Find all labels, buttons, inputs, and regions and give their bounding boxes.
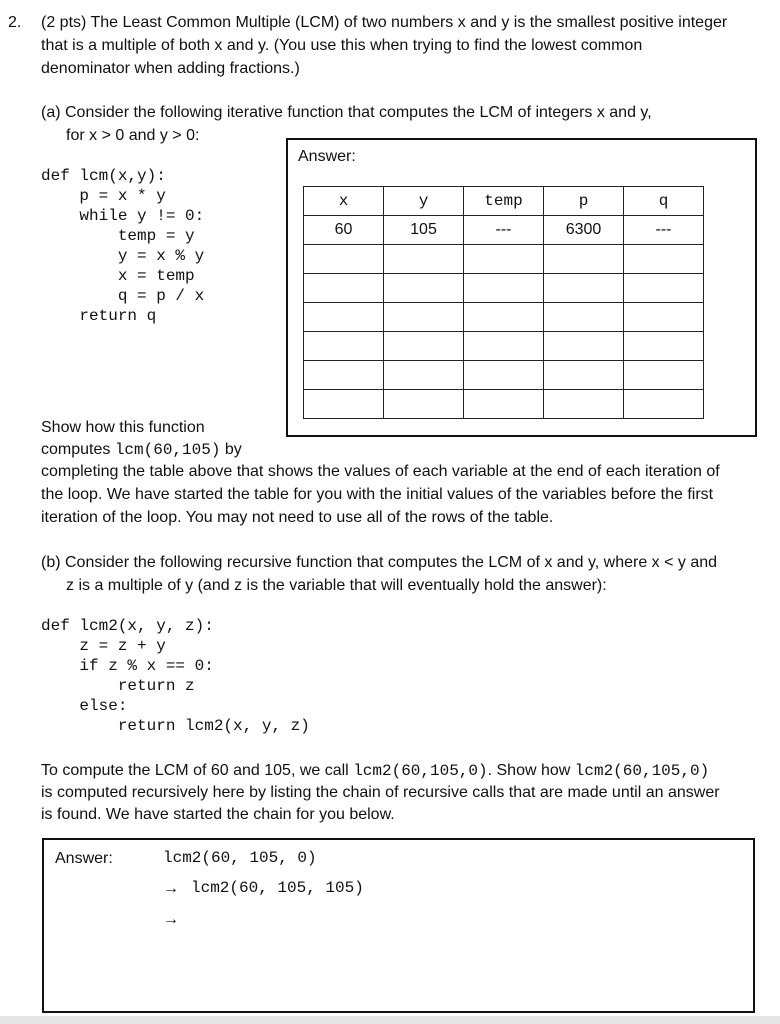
code-line: x = temp: [41, 267, 195, 285]
table-row: [304, 216, 704, 245]
empty-cell[interactable]: [544, 303, 624, 332]
part-b-compute-line-1: [41, 760, 709, 782]
chain-arrow-2: →: [163, 911, 179, 928]
empty-cell[interactable]: [304, 361, 384, 390]
show-text-prefix: computes: [41, 441, 115, 458]
table-row-empty: [304, 274, 704, 303]
question-intro-line-1: (2 pts) The Least Common Multiple (LCM) of two numbers x and y is the smallest positive integer: [41, 14, 728, 31]
cell-temp: ---: [464, 216, 544, 245]
question-number: 2.: [8, 14, 22, 31]
table-row-empty: [304, 390, 704, 419]
part-b-compute-line-3: is found. We have started the chain for you below.: [41, 806, 395, 823]
code-line: p = x * y: [41, 187, 166, 205]
table-row-empty: [304, 332, 704, 361]
cell-q: ---: [624, 216, 704, 245]
compute-code-2: lcm2(60,105,0): [574, 762, 710, 780]
code-line: def lcm2(x, y, z):: [41, 617, 214, 635]
empty-cell[interactable]: [544, 390, 624, 419]
code-line: q = p / x: [41, 287, 205, 305]
header-q: q: [624, 187, 704, 216]
empty-cell[interactable]: [624, 332, 704, 361]
code-line: else:: [41, 697, 128, 715]
empty-cell[interactable]: [384, 245, 464, 274]
part-b-heading: (b) Consider the following recursive function that computes the LCM of x and y, where x < y and: [41, 554, 718, 571]
part-a-condition: for x > 0 and y > 0:: [66, 127, 200, 144]
code-line: z = z + y: [41, 637, 166, 655]
empty-cell[interactable]: [304, 332, 384, 361]
show-text-code: lcm(60,105): [114, 441, 221, 459]
header-x: x: [304, 187, 384, 216]
empty-cell[interactable]: [624, 361, 704, 390]
empty-cell[interactable]: [544, 274, 624, 303]
code-line: if z % x == 0:: [41, 657, 214, 675]
part-b-compute-line-2: is computed recursively here by listing the chain of recursive calls that are made until an answer: [41, 784, 720, 801]
code-line: y = x % y: [41, 247, 205, 265]
chain-call-1: lcm2(60, 105, 0): [163, 849, 317, 867]
empty-cell[interactable]: [544, 361, 624, 390]
header-temp: temp: [464, 187, 544, 216]
empty-cell[interactable]: [464, 303, 544, 332]
part-a-show-text-1: Show how this function: [41, 419, 205, 436]
empty-cell[interactable]: [304, 245, 384, 274]
compute-text-a: To compute the LCM of 60 and 105, we call: [41, 762, 354, 779]
page-bottom-edge: [0, 1016, 780, 1024]
part-b-answer-box: [42, 838, 755, 1013]
code-line: return lcm2(x, y, z): [41, 717, 310, 735]
compute-code-1: lcm2(60,105,0): [353, 762, 488, 780]
empty-cell[interactable]: [624, 303, 704, 332]
empty-cell[interactable]: [304, 303, 384, 332]
table-row-empty: [304, 245, 704, 274]
header-y: y: [384, 187, 464, 216]
code-line: temp = y: [41, 227, 195, 245]
part-a-heading: (a) Consider the following iterative function that computes the LCM of integers x and y,: [41, 104, 652, 121]
empty-cell[interactable]: [544, 245, 624, 274]
empty-cell[interactable]: [384, 274, 464, 303]
cell-p: 6300: [544, 216, 624, 245]
part-a-trailing-line-3: iteration of the loop. You may not need to use all of the rows of the table.: [41, 509, 554, 526]
code-line: while y != 0:: [41, 207, 205, 225]
empty-cell[interactable]: [304, 274, 384, 303]
empty-cell[interactable]: [464, 390, 544, 419]
header-p: p: [544, 187, 624, 216]
compute-text-b: . Show how: [487, 762, 575, 779]
table-row-empty: [304, 303, 704, 332]
empty-cell[interactable]: [304, 390, 384, 419]
empty-cell[interactable]: [624, 245, 704, 274]
empty-cell[interactable]: [464, 361, 544, 390]
part-a-trailing-line-2: the loop. We have started the table for you with the initial values of the variables before the first: [41, 486, 714, 503]
code-line: def lcm(x,y):: [41, 167, 166, 185]
part-a-show-text-2: [41, 439, 242, 461]
trace-table: [303, 186, 704, 419]
question-intro-line-2: that is a multiple of both x and y. (You use this when trying to find the lowest common: [41, 37, 643, 54]
part-a-answer-label: Answer:: [298, 148, 356, 165]
chain-call-2: lcm2(60, 105, 105): [191, 879, 364, 897]
empty-cell[interactable]: [384, 361, 464, 390]
table-header-row: [304, 187, 704, 216]
part-b-answer-label: Answer:: [55, 850, 113, 867]
code-line: return z: [41, 677, 195, 695]
cell-x: 60: [304, 216, 384, 245]
part-b-condition: z is a multiple of y (and z is the variable that will eventually hold the answer):: [66, 577, 607, 594]
empty-cell[interactable]: [544, 332, 624, 361]
question-intro-line-3: denominator when adding fractions.): [41, 60, 300, 77]
code-line: return q: [41, 307, 157, 325]
cell-y: 105: [384, 216, 464, 245]
empty-cell[interactable]: [384, 332, 464, 361]
empty-cell[interactable]: [624, 274, 704, 303]
empty-cell[interactable]: [464, 332, 544, 361]
empty-cell[interactable]: [384, 303, 464, 332]
empty-cell[interactable]: [464, 245, 544, 274]
empty-cell[interactable]: [464, 274, 544, 303]
empty-cell[interactable]: [384, 390, 464, 419]
table-row-empty: [304, 361, 704, 390]
chain-arrow-1: →: [163, 880, 179, 897]
empty-cell[interactable]: [624, 390, 704, 419]
show-text-suffix: by: [220, 441, 242, 458]
part-a-trailing-line-1: completing the table above that shows the values of each variable at the end of each iteration of: [41, 463, 720, 480]
